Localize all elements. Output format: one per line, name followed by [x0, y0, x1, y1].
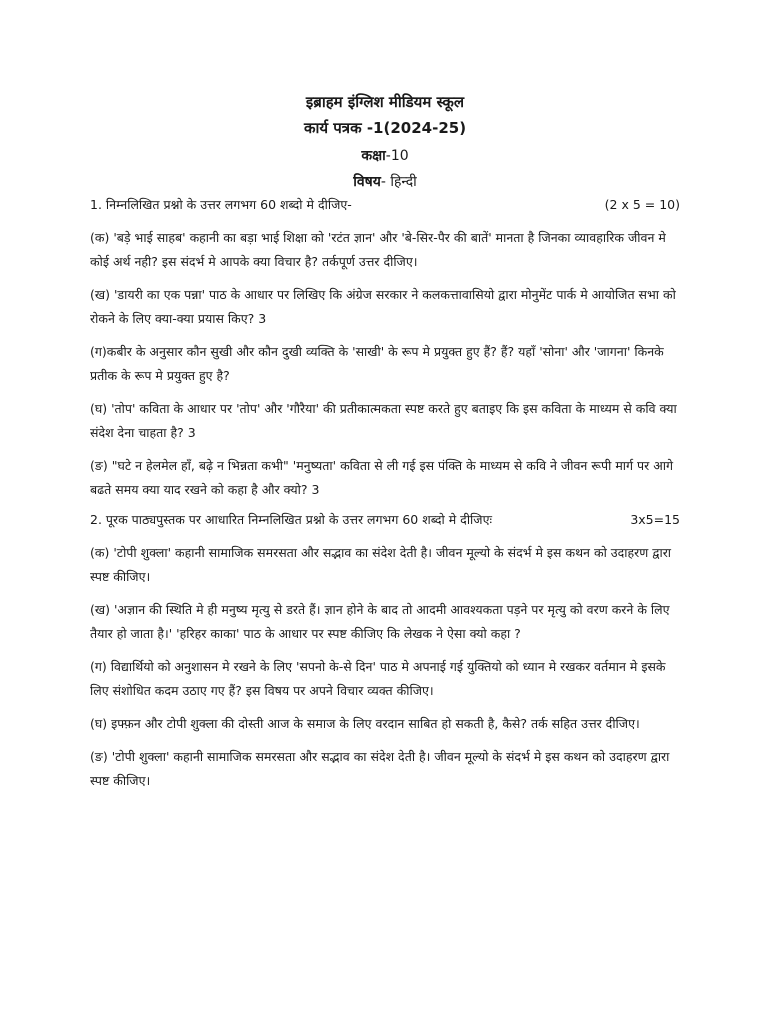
question-2-nga: (ङ) 'टोपी शुक्ला' कहानी सामाजिक समरसता और सद्भाव का संदेश देती है। जीवन मूल्यो के संदर्भ मे इस कथन को उदाहरण द्वारा स्पष्ट कीजिए।	[90, 749, 670, 788]
section-2-heading	[90, 511, 680, 529]
question-1-nga: (ङ) "घटे न हेलमेल हाँ, बढ़े न भिन्नता कभी" 'मनुष्यता' कविता से ली गई इस पंक्ति के माध्यम से कवि ने जीवन रूपी मार्ग पर आगे बढते समय क्या याद रखने को कहा है और क्यो? 3	[90, 458, 674, 497]
class-line	[90, 146, 680, 166]
section-1-marks: (2 x 5 = 10)	[604, 197, 680, 212]
document-header	[90, 92, 680, 192]
subject-value: - हिन्दी	[380, 174, 417, 190]
question-1-gha: (घ) 'तोप' कविता के आधार पर 'तोप' और 'गौरैया' की प्रतीकात्मकता स्पष्ट करते हुए बताइए कि इस कविता के माध्यम से कवि क्या संदेश देना चाहता है? 3	[90, 401, 677, 440]
question-1-kha: (ख) 'डायरी का एक पन्ना' पाठ के आधार पर लिखिए कि अंग्रेज सरकार ने कलकत्तावासियो द्वारा मोनुमेंट पार्क मे आयोजित सभा को रोकने के लिए क्या-क्या प्रयास किए? 3	[90, 287, 676, 326]
section-2-marks: 3x5=15	[630, 512, 680, 527]
question-1-ka: (क) 'बड़े भाई साहब' कहानी का बड़ा भाई शिक्षा को 'रटंत ज्ञान' और 'बे-सिर-पैर की बातें' मानता है जिनका व्यावहारिक जीवन मे कोई अर्थ नही? इस संदर्भ मे आपके क्या विचार है? तर्कपूर्ण उत्तर दीजिए।	[90, 230, 666, 269]
question-2-ka: (क) 'टोपी शुक्ला' कहानी सामाजिक समरसता और सद्भाव का संदेश देती है। जीवन मूल्यो के संदर्भ मे इस कथन को उदाहरण द्वारा स्पष्ट कीजिए।	[90, 545, 672, 584]
question-2-kha: (ख) 'अज्ञान की स्थिति मे ही मनुष्य मृत्यु से डरते हैं। ज्ञान होने के बाद तो आदमी आवश्यकता पड़ने पर मृत्यु को वरण करने के लिए तैयार हो जाता है।' 'हरिहर काका' पाठ के आधार पर स्पष्ट कीजिए कि लेखक ने ऐसा क्यो कहा ?	[90, 602, 670, 641]
section-1	[90, 196, 680, 502]
question-1-ga: (ग)कबीर के अनुसार कौन सुखी और कौन दुखी व्यक्ति के 'साखी' के रूप मे प्रयुक्त हुए हैं? हैं? यहाँ 'सोना' और 'जागना' किनके प्रतीक के रूप मे प्रयुक्त हुए है?	[90, 344, 664, 383]
section-2-instruction: 2. पूरक पाठ्यपुस्तक पर आधारित निम्नलिखित प्रश्नो के उत्तर लगभग 60 शब्दो मे दीजिएः	[90, 512, 493, 527]
class-value: -10	[385, 148, 409, 164]
section-1-instruction: 1. निम्नलिखित प्रश्नो के उत्तर लगभग 60 शब्दो मे दीजिए-	[90, 197, 352, 212]
subject-label: विषय	[353, 174, 381, 190]
question-2-gha: (घ) इफ्फ़न और टोपी शुक्ला की दोस्ती आज के समाज के लिए वरदान साबित हो सकती है, कैसे? तर्क सहित उत्तर दीजिए।	[90, 716, 640, 731]
section-2	[90, 511, 680, 793]
question-2-ga: (ग) विद्यार्थियो को अनुशासन मे रखने के लिए 'सपनो के-से दिन' पाठ मे अपनाई गई युक्तियो को ध्यान मे रखकर वर्तमान मे इसके लिए संशोधित कदम उठाए गए हैं? इस विषय पर अपने विचार व्यक्त कीजिए।	[90, 659, 666, 698]
school-name: इब्राहम इंग्लिश मीडियम स्कूल	[305, 93, 465, 111]
worksheet-title: कार्य पत्रक -1(2024-25)	[303, 119, 467, 137]
class-label: कक्षा	[361, 148, 386, 164]
subject-line	[90, 172, 680, 192]
section-1-heading	[90, 196, 680, 214]
